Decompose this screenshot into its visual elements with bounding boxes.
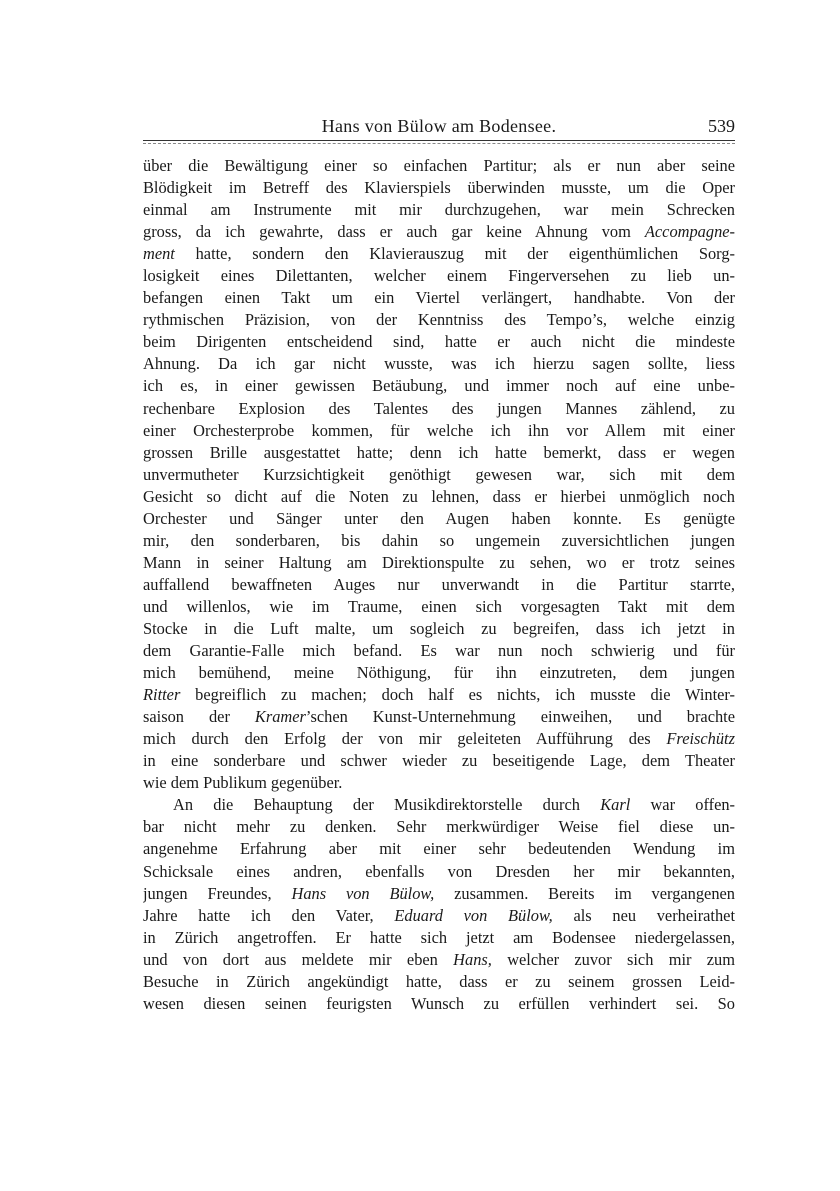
italic-text: Karl [600,795,631,815]
text-line [143,684,735,706]
italic-text: Kramer [254,707,306,727]
body-text [143,155,735,1015]
text-line [143,309,735,331]
text-run: welcher zuvor sich mir zum [491,949,735,969]
text-line [143,243,735,265]
text-run: angenehme Erfahrung aber mit einer sehr bedeutenden Wendung im [143,839,735,859]
text-line [143,530,735,552]
text-line [143,728,735,750]
text-line [143,750,735,772]
text-line [143,706,735,728]
text-run: und von dort aus meldete mir eben [143,949,454,969]
text-line [143,375,735,397]
text-run: saison der [143,707,255,727]
text-run: Schicksale eines andren, ebenfalls von Dresden her mir bekannten, [143,861,735,881]
italic-text: Eduard von Bülow, [394,905,553,925]
text-run: ’schen Kunst-Unternehmung einweihen, und brachte [305,707,735,727]
text-run: losigkeit eines Dilettanten, welcher einem Fingerversehen zu lieb un- [143,266,735,286]
text-line [143,993,735,1015]
text-line [143,177,735,199]
text-line [143,464,735,486]
text-run: wesen diesen seinen feurigsten Wunsch zu erfüllen verhindert sei. So [143,993,735,1013]
text-run: war offen- [630,795,735,815]
text-line [143,838,735,860]
text-line [143,155,735,177]
text-run: in eine sonderbare und schwer wieder zu beseitigende Lage, dem Theater [143,751,735,771]
text-line [143,199,735,221]
text-run: grossen Brille ausgestattet hatte; denn ich hatte bemerkt, dass er wegen [143,442,735,462]
text-run: begreiflich zu machen; doch half es nichts, ich musste die Winter- [180,685,735,705]
text-line [143,640,735,662]
text-run: gross, da ich gewahrte, dass er auch gar keine Ahnung vom [143,222,645,242]
text-run: befangen einen Takt um ein Viertel verlängert, handhabte. Von der [143,288,735,308]
text-run: hatte, sondern den Klavierauszug mit der eigenthümlichen Sorg- [174,244,735,264]
text-run: in Zürich angetroffen. Er hatte sich jetzt am Bodensee niedergelassen, [143,927,735,947]
text-run: einmal am Instrumente mit mir durchzugehen, war mein Schrecken [143,200,735,220]
italic-text: ment [143,244,175,264]
text-line [143,287,735,309]
text-line [143,971,735,993]
text-line [143,508,735,530]
text-run: An die Behauptung der Musikdirektorstelle durch [173,795,601,815]
text-line [143,927,735,949]
text-run: bar nicht mehr zu denken. Sehr merkwürdiger Weise fiel diese un- [143,817,735,837]
text-run: rythmischen Präzision, von der Kenntniss des Tempo’s, welche einzig [143,310,735,330]
text-line [143,552,735,574]
italic-text: Freischütz [666,729,735,749]
text-line [143,794,735,816]
text-run: auffallend bewaffneten Auges nur unverwandt in die Partitur starrte, [143,574,735,594]
text-run: rechenbare Explosion des Talentes des jungen Mannes zählend, zu [143,398,735,418]
text-line [143,816,735,838]
running-header [143,116,735,140]
text-run: beim Dirigenten entscheidend sind, hatte er auch nicht die mindeste [143,332,735,352]
text-line [143,905,735,927]
text-run: Ahnung. Da ich gar nicht wusste, was ich hierzu sagen sollte, liess [143,354,735,374]
italic-text: Hans von Bülow, [291,883,435,903]
text-run: als neu verheirathet [552,905,735,925]
text-run: Orchester und Sänger unter den Augen haben konnte. Es genügte [143,508,735,528]
text-run: zusammen. Bereits im vergangenen [434,883,735,903]
text-run: Mann in seiner Haltung am Direktionspulte zu sehen, wo er trotz seines [143,552,735,572]
text-run: mich durch den Erfolg der von mir geleiteten Aufführung des [143,729,667,749]
text-line [143,420,735,442]
text-line [143,353,735,375]
running-title: Hans von Bülow am Bodensee. [321,116,557,136]
text-run: mich bemühend, meine Nöthigung, für ihn einzutreten, dem jungen [143,663,735,683]
header-rule-secondary [143,143,735,144]
header-rule [143,140,735,141]
text-run: Stocke in die Luft malte, um sogleich zu begreifen, dass ich jetzt in [143,618,735,638]
text-line [143,949,735,971]
text-run: über die Bewältigung einer so einfachen Partitur; als er nun aber seine [143,156,735,175]
italic-text: Ritter [143,685,181,705]
text-run: wie dem Publikum gegenüber. [143,773,343,793]
text-line [143,265,735,287]
text-run: und willenlos, wie im Traume, einen sich vorgesagten Takt mit dem [143,596,735,616]
text-line [143,486,735,508]
text-run: dem Garantie-Falle mich befand. Es war nun noch schwierig und für [143,641,735,661]
text-line [143,442,735,464]
text-line [143,662,735,684]
italic-text: Accompagne- [644,222,735,242]
text-run: unvermutheter Kurzsichtigkeit genöthigt gewesen war, sich mit dem [143,464,735,484]
text-run: Blödigkeit im Betreff des Klavierspiels überwinden musste, um die Oper [143,178,735,198]
text-run: jungen Freundes, [143,883,292,903]
text-line [143,596,735,618]
text-run: Jahre hatte ich den Vater, [143,905,395,925]
text-run: mir, den sonderbaren, bis dahin so ungemein zuversichtlichen jungen [143,530,735,550]
text-line [143,861,735,883]
text-run: Besuche in Zürich angekündigt hatte, dass er zu seinem grossen Leid- [143,971,735,991]
text-line [143,618,735,640]
text-line [143,221,735,243]
text-run: Gesicht so dicht auf die Noten zu lehnen, dass er hierbei unmöglich noch [143,486,735,506]
text-line [143,398,735,420]
italic-text: Hans, [453,949,492,969]
text-line [143,331,735,353]
text-line [143,574,735,596]
text-run: ich es, in einer gewissen Betäubung, und immer noch auf eine unbe- [143,376,735,396]
text-line [143,772,735,794]
text-line [143,883,735,905]
text-run: einer Orchesterprobe kommen, für welche ich ihn vor Allem mit einer [143,420,735,440]
page-number: 539 [708,116,735,136]
